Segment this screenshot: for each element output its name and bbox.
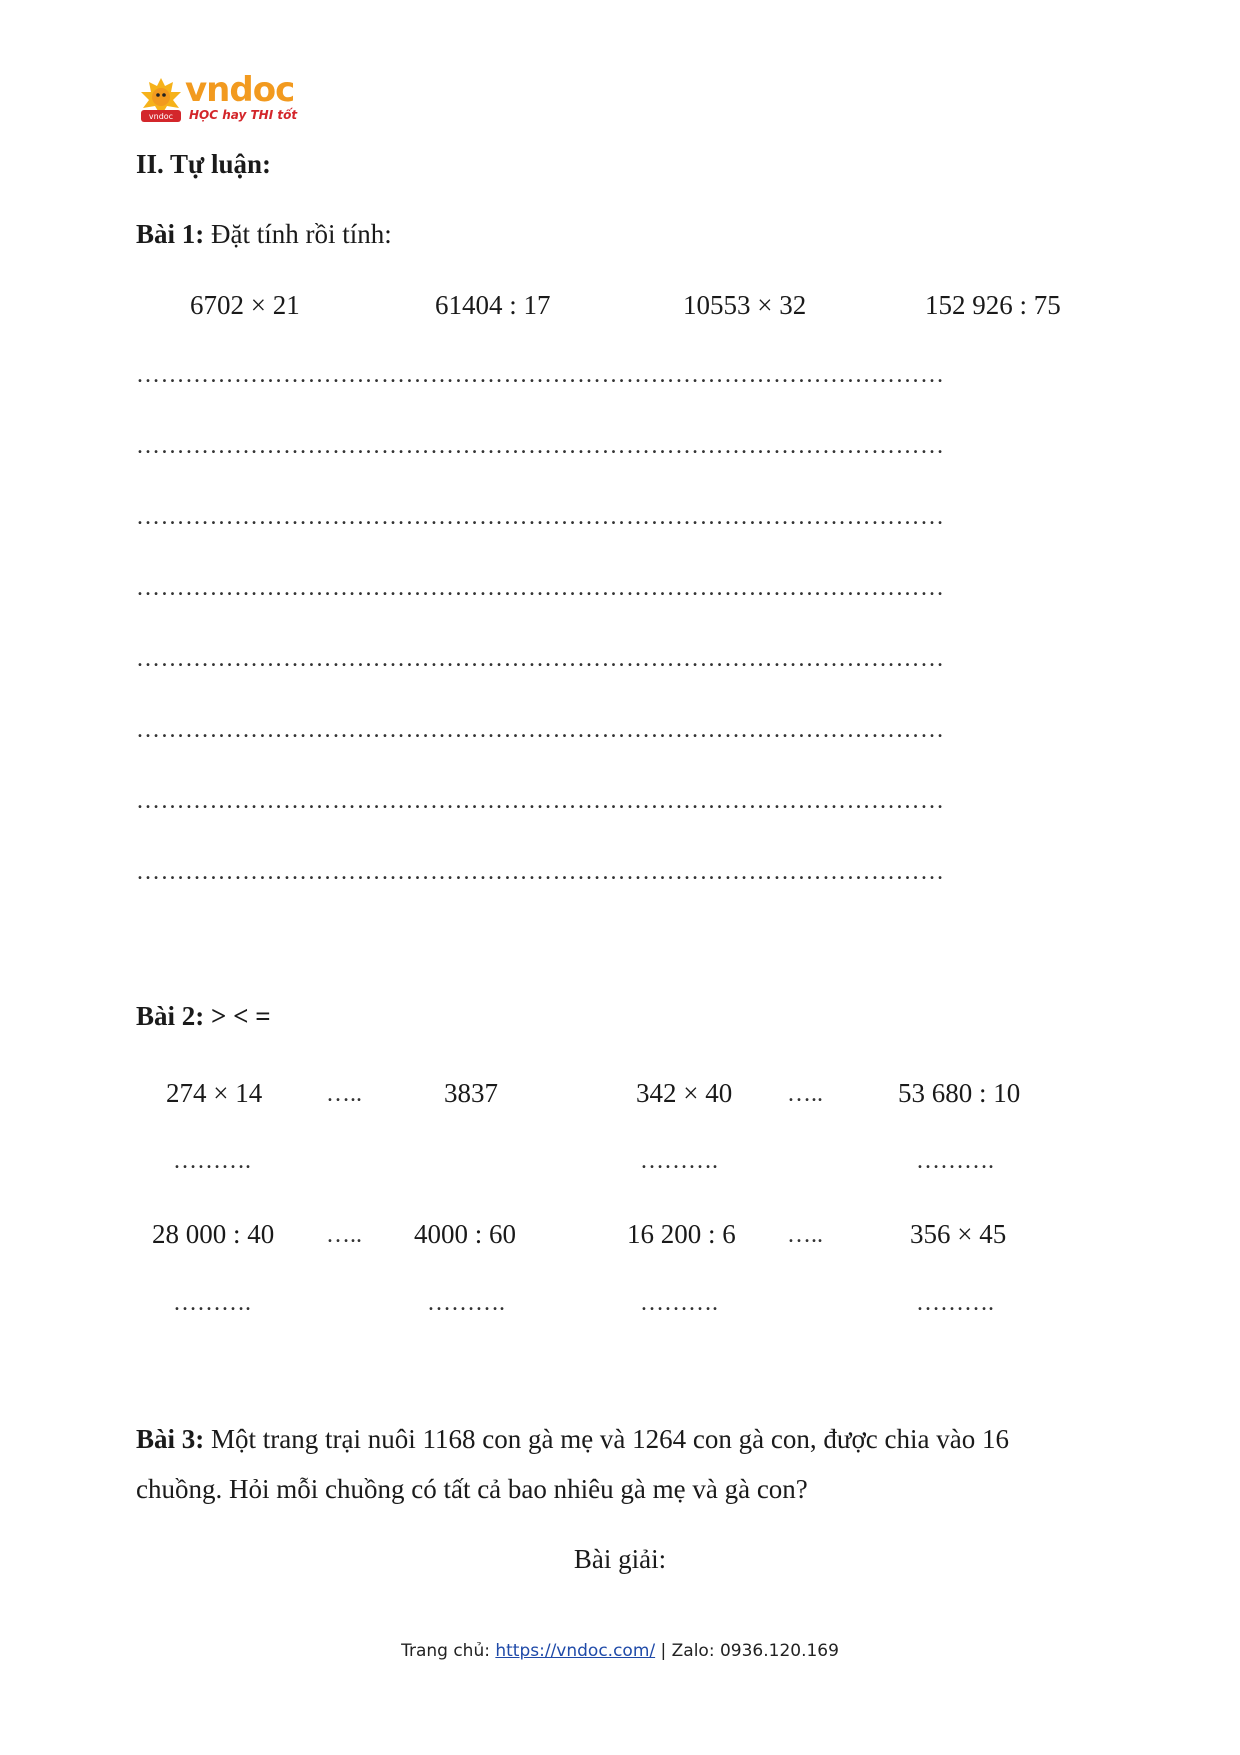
logo-wordmark: vndoc [185, 70, 295, 110]
bai2-r1-blank: ….. [326, 1081, 362, 1107]
bai2-r2b-left: 16 200 : 6 [627, 1219, 736, 1249]
bai2-answer-blank: ………. [173, 1290, 251, 1316]
bai1-text: Đặt tính rồi tính: [204, 219, 392, 249]
logo-slogan: HỌC hay THI tốt [189, 108, 298, 122]
footer-prefix: Trang chủ: [401, 1641, 496, 1661]
section-title: II. Tự luận: [136, 149, 272, 179]
bai2-r1b-right: 53 680 : 10 [898, 1078, 1021, 1108]
bai3-line-1 [136, 1424, 1009, 1455]
answer-line: ……………………………………………………………………………………… [136, 859, 945, 885]
answer-line: ……………………………………………………………………………………… [136, 646, 945, 672]
bai2-answer-blank: ………. [916, 1148, 994, 1174]
bai2-r1b-left: 342 × 40 [636, 1078, 733, 1108]
bai3-line-2: chuồng. Hỏi mỗi chuồng có tất cả bao nhiêu gà mẹ và gà con? [136, 1474, 808, 1504]
answer-line: ……………………………………………………………………………………… [136, 575, 945, 601]
bai1-problem-3: 10553 × 32 [683, 290, 807, 320]
vndoc-logo [137, 72, 307, 130]
bai2-r2b-right: 356 × 45 [910, 1219, 1007, 1249]
answer-line: ……………………………………………………………………………………… [136, 788, 945, 814]
answer-line: ……………………………………………………………………………………… [136, 717, 945, 743]
bai2-r2b-blank: ….. [787, 1222, 823, 1248]
page-footer [0, 1641, 1240, 1661]
solution-label: Bài giải: [573, 1544, 667, 1574]
logo-badge-text: vndoc [148, 112, 174, 121]
bai2-answer-blank: ………. [427, 1290, 505, 1316]
footer-link[interactable]: https://vndoc.com/ [495, 1641, 656, 1661]
bai2-r2-left: 28 000 : 40 [152, 1219, 275, 1249]
bai2-r2-right: 4000 : 60 [414, 1219, 517, 1249]
bai2-text: > < = [204, 1001, 271, 1031]
bai3-label: Bài 3: [136, 1424, 205, 1454]
bai2-answer-blank: ………. [173, 1148, 251, 1174]
logo-mascot-icon [137, 76, 185, 124]
bai1-heading [136, 219, 392, 250]
bai2-label: Bài 2: [136, 1001, 205, 1031]
bai2-r1-right: 3837 [444, 1078, 498, 1108]
bai2-answer-blank: ………. [916, 1290, 994, 1316]
bai1-label: Bài 1: [136, 219, 205, 249]
bai2-answer-blank: ………. [640, 1290, 718, 1316]
bai2-heading [136, 1001, 271, 1032]
answer-line: ……………………………………………………………………………………… [136, 504, 945, 530]
bai3-text: Một trang trại nuôi 1168 con gà mẹ và 1264 con gà con, được chia vào 16 [204, 1424, 1009, 1454]
answer-line: ……………………………………………………………………………………… [136, 362, 945, 388]
bai2-r1-left: 274 × 14 [166, 1078, 263, 1108]
bai2-r2-blank: ….. [326, 1222, 362, 1248]
bai1-problem-2: 61404 : 17 [435, 290, 551, 320]
footer-suffix: | Zalo: 0936.120.169 [655, 1641, 839, 1661]
bai1-problem-1: 6702 × 21 [190, 290, 300, 320]
bai2-answer-blank: ………. [640, 1148, 718, 1174]
bai1-problem-4: 152 926 : 75 [925, 290, 1061, 320]
answer-line: ……………………………………………………………………………………… [136, 433, 945, 459]
bai2-r1b-blank: ….. [787, 1081, 823, 1107]
